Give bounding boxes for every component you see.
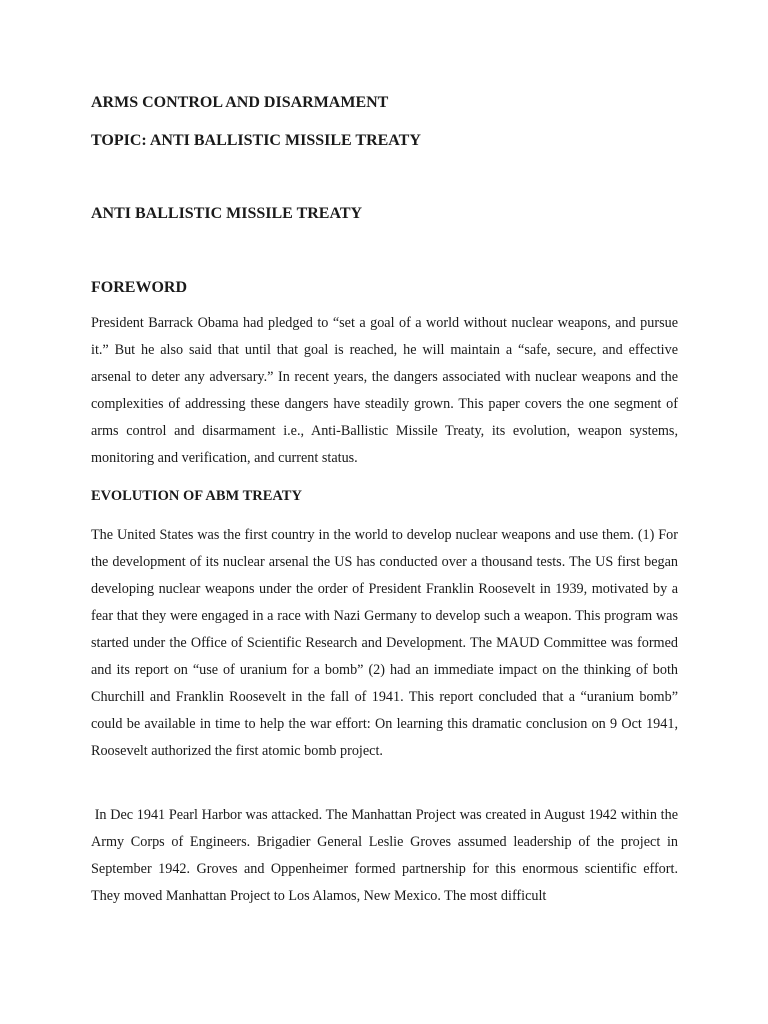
document-title: ARMS CONTROL AND DISARMAMENT: [91, 94, 389, 111]
evolution-paragraph: The United States was the first country in the world to develop nuclear weapons and use them. (1) For the development of its nuclear arsenal the US has conducted over a thousand tests. The US first began developing nuclear weapons under the order of President Franklin Roosevelt in 1939, motivated by a fear that they were engaged in a race with Nazi Germany to develop such a weapon. This program was started under the Office of Scientific Research and Development. The MAUD Committee was formed and its report on “use of uranium for a bomb” (2) had an immediate impact on the thinking of both Churchill and Franklin Roosevelt in the fall of 1941. This report concluded that a “uranium bomb” could be available in time to help the war effort: On learning this dramatic conclusion on 9 Oct 1941, Roosevelt authorized the first atomic bomb project.: [91, 527, 678, 759]
foreword-heading: FOREWORD: [91, 279, 187, 296]
topic-heading: TOPIC: ANTI BALLISTIC MISSILE TREATY: [91, 132, 421, 149]
subtitle-heading: ANTI BALLISTIC MISSILE TREATY: [91, 205, 363, 222]
evolution-heading: EVOLUTION OF ABM TREATY: [91, 488, 302, 504]
manhattan-paragraph: In Dec 1941 Pearl Harbor was attacked. The Manhattan Project was created in August 1942 within the Army Corps of Engineers. Brigadier General Leslie Groves assumed leadership of the project in September 1942. Groves and Oppenheimer formed partnership for this enormous scientific effort. They moved Manhattan Project to Los Alamos, New Mexico. The most difficult: [91, 807, 678, 904]
foreword-paragraph: President Barrack Obama had pledged to “set a goal of a world without nuclear weapons, and pursue it.” But he also said that until that goal is reached, he will maintain a “safe, secure, and effective arsenal to deter any adversary.” In recent years, the dangers associated with nuclear weapons and the complexities of addressing these dangers have steadily grown. This paper covers the one segment of arms control and disarmament i.e., Anti-Ballistic Missile Treaty, its evolution, weapon systems, monitoring and verification, and current status.: [91, 315, 678, 466]
